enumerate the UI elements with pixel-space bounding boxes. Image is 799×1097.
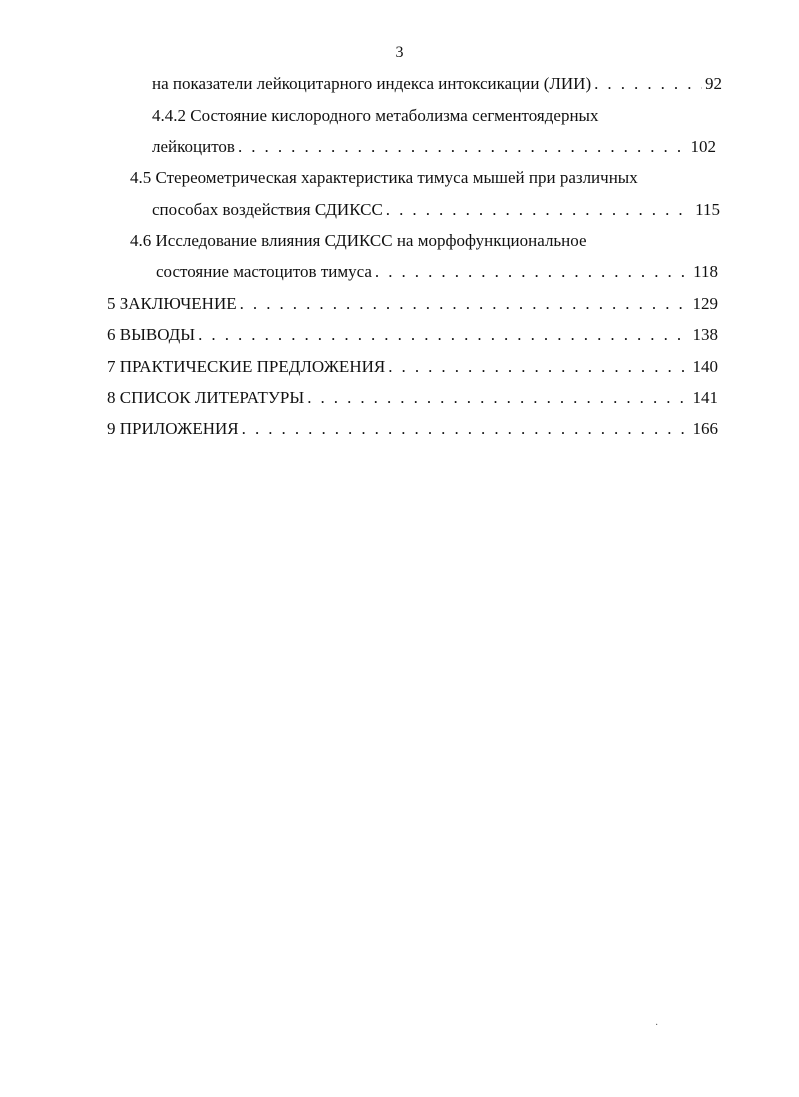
toc-entry-text: 4.5 Стереометрическая характеристика тимуса мышей при различных [130,168,638,187]
toc-entry-page: 138 [692,325,718,344]
toc-entry [156,260,718,284]
toc-leader-dots [238,135,688,159]
toc-leader-dots [198,323,689,347]
toc-leader-dots [242,417,690,441]
toc-leader-dots [240,292,690,316]
toc-leader-dots [594,72,702,96]
toc-entry-text: 6 ВЫВОДЫ [107,325,196,344]
toc-entry [130,166,722,190]
toc-entry-page: 92 [705,74,722,93]
toc-leader-dots [388,355,689,379]
toc-entry [152,198,720,222]
toc-entry-page: 118 [693,262,718,281]
toc-entry [107,386,718,410]
toc-entry-page: 129 [692,294,718,313]
toc-leader-dots [386,198,692,222]
toc-entry-text: лейкоцитов [152,137,235,156]
toc-entry-text: 8 СПИСОК ЛИТЕРАТУРЫ [107,388,305,407]
toc-entry [107,417,718,441]
toc-entry-text: 7 ПРАКТИЧЕСКИЕ ПРЕДЛОЖЕНИЯ [107,357,386,376]
toc-entry-text: 4.6 Исследование влияния СДИКСС на морфофункциональное [130,231,587,250]
toc-entry-page: 102 [690,137,716,156]
toc-entry [152,135,716,159]
toc-entry [107,292,718,316]
toc-entry-page: 141 [692,388,718,407]
toc-entry [130,229,722,253]
toc-entry [107,323,718,347]
toc-entry-text: 9 ПРИЛОЖЕНИЯ [107,419,239,438]
toc-entry-text: 4.4.2 Состояние кислородного метаболизма сегментоядерных [152,106,599,125]
toc-entry-text: 5 ЗАКЛЮЧЕНИЕ [107,294,237,313]
toc-entry-text: состояние мастоцитов тимуса [156,262,372,281]
toc-leader-dots [307,386,689,410]
toc-entry-text: на показатели лейкоцитарного индекса интоксикации (ЛИИ) [152,74,592,93]
toc-leader-dots [375,260,690,284]
toc-entry [152,72,722,96]
toc-entry [107,355,718,379]
toc-entry-page: 140 [692,357,718,376]
scan-speck: · [655,1020,659,1031]
toc-entry-text: способах воздействия СДИКСС [152,200,383,219]
toc-entry-page: 166 [692,419,718,438]
page-number: 3 [395,44,404,61]
toc-entry-page: 115 [695,200,720,219]
toc-entry [152,104,722,128]
